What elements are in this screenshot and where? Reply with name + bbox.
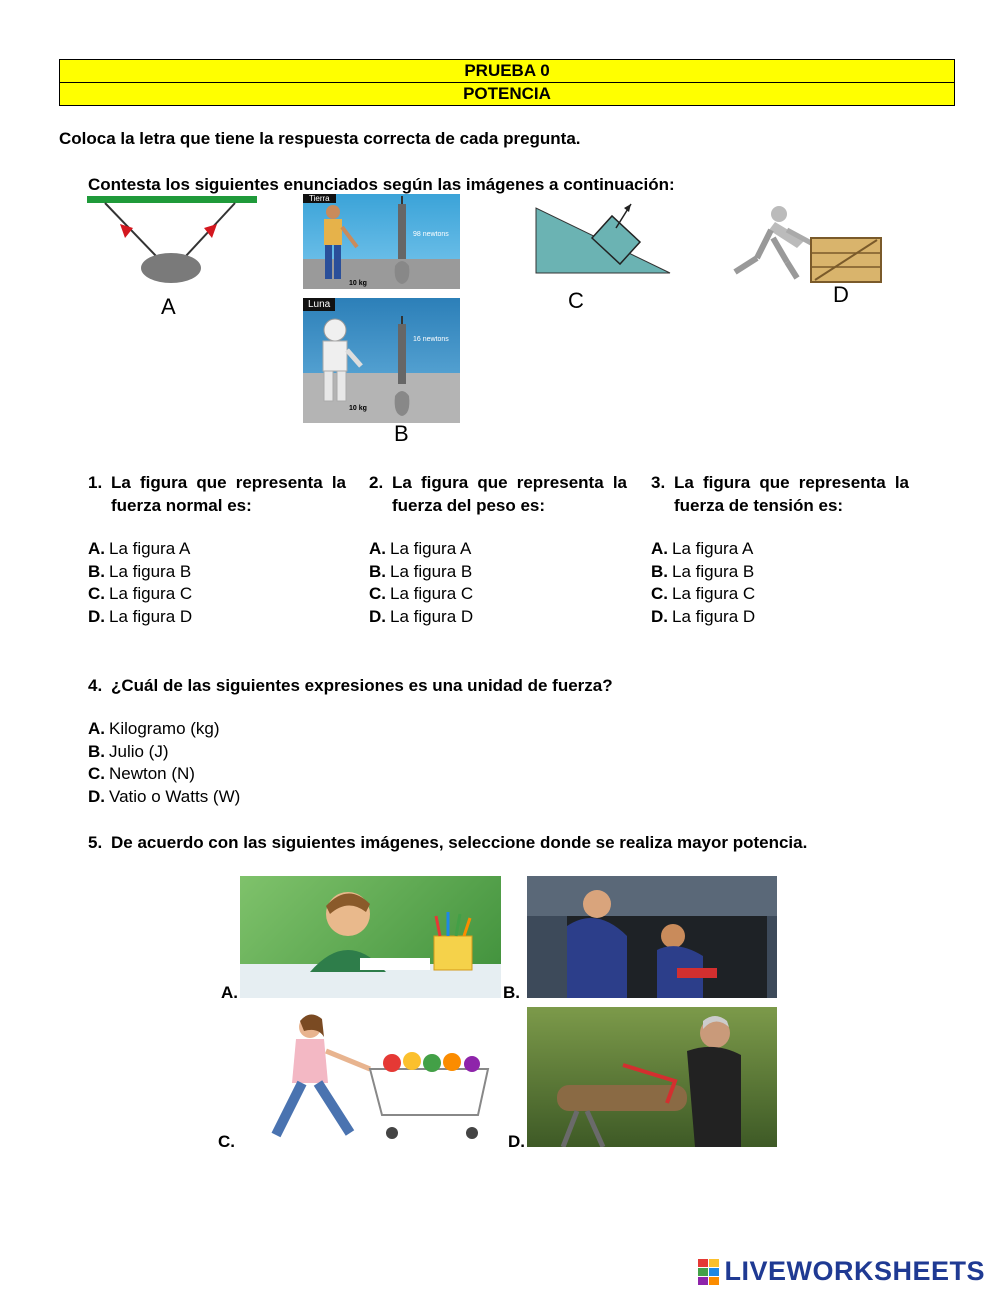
option[interactable]: C. La figura C	[369, 584, 474, 603]
figure-d-label: D	[833, 282, 849, 307]
figure-c-label: C	[568, 288, 584, 313]
figure-b-label: B	[394, 421, 409, 446]
girl-cart-icon	[242, 1007, 501, 1147]
question-4	[88, 674, 948, 697]
photo-man-sawing[interactable]	[527, 1007, 777, 1147]
moon-reading: 16 newtons	[413, 336, 449, 343]
question-1-options	[88, 538, 192, 628]
mechanics-icon	[527, 876, 777, 998]
moon-mass: 10 kg	[349, 405, 367, 412]
question-2	[369, 471, 627, 517]
question-2-options	[369, 538, 473, 628]
option[interactable]: D. Vatio o Watts (W)	[88, 786, 241, 806]
earth-tag: Tierra	[303, 194, 336, 203]
question-3-options	[651, 538, 755, 628]
page-title: PRUEBA 0	[464, 61, 550, 80]
question-5	[88, 831, 968, 854]
question-4-number: 4.	[88, 676, 103, 695]
option[interactable]: A. Kilogramo (kg)	[88, 719, 220, 738]
photo-girl-cart[interactable]	[242, 1007, 501, 1147]
figure-c-incline	[530, 198, 680, 313]
option[interactable]: B. Julio (J)	[88, 741, 169, 761]
earth-mass: 10 kg	[349, 280, 367, 287]
question-1-text: La figura que representa la fuerza normal es:	[111, 473, 346, 515]
figure-d-push	[727, 200, 887, 310]
title-box	[59, 59, 955, 83]
photo-mechanics[interactable]	[527, 876, 777, 998]
man-sawing-icon	[527, 1007, 777, 1147]
astronaut-icon	[311, 316, 366, 406]
question-3-text: La figura que representa la fuerza de tensión es:	[674, 473, 909, 515]
photo-boy-writing[interactable]	[240, 876, 501, 998]
option[interactable]: D. La figura D	[651, 606, 756, 626]
figure-a-tension	[85, 194, 265, 319]
option[interactable]: A. La figura A	[88, 539, 191, 558]
question-5-number: 5.	[88, 833, 103, 852]
option[interactable]: C. La figura C	[651, 584, 756, 603]
question-3	[651, 471, 909, 517]
main-instruction: Coloca la letra que tiene la respuesta correcta de cada pregunta.	[59, 129, 581, 148]
question-1-number: 1.	[88, 473, 103, 492]
option[interactable]: A. La figura A	[651, 539, 754, 558]
option[interactable]: A. La figura A	[369, 539, 472, 558]
option[interactable]: B. La figura B	[88, 561, 192, 581]
question-2-number: 2.	[369, 473, 384, 492]
photo-label-b: B.	[503, 983, 520, 1002]
person-icon	[311, 202, 361, 287]
question-4-options	[88, 718, 240, 808]
question-4-text: ¿Cuál de las siguientes expresiones es una unidad de fuerza?	[111, 676, 613, 695]
spring-scale-icon	[391, 316, 413, 421]
boy-writing-icon	[240, 876, 501, 998]
earth-reading: 98 newtons	[413, 231, 449, 238]
option[interactable]: D. La figura D	[88, 606, 193, 626]
page-subtitle: POTENCIA	[463, 84, 551, 103]
photo-label-a: A.	[221, 983, 238, 1002]
liveworksheets-logo	[698, 1256, 985, 1287]
option[interactable]: C. La figura C	[88, 584, 193, 603]
photo-label-c: C.	[218, 1132, 235, 1151]
option[interactable]: B. La figura B	[369, 561, 473, 581]
moon-tag: Luna	[303, 298, 335, 311]
blocks-icon	[698, 1258, 720, 1286]
brand-text: LIVEWORKSHEETS	[724, 1256, 985, 1286]
question-5-text: De acuerdo con las siguientes imágenes, seleccione donde se realiza mayor potencia.	[111, 833, 808, 852]
figure-b-moon-panel	[303, 298, 460, 423]
question-2-text: La figura que representa la fuerza del peso es:	[392, 473, 627, 515]
figure-a-label: A	[161, 294, 176, 319]
option[interactable]: B. La figura B	[651, 561, 755, 581]
sub-instruction: Contesta los siguientes enunciados según las imágenes a continuación:	[88, 175, 675, 194]
figure-b-earth-panel	[303, 194, 460, 289]
spring-scale-icon	[391, 196, 413, 288]
question-3-number: 3.	[651, 473, 666, 492]
subtitle-box	[59, 82, 955, 106]
option[interactable]: D. La figura D	[369, 606, 474, 626]
photo-label-d: D.	[508, 1132, 525, 1151]
question-1	[88, 471, 346, 517]
option[interactable]: C. Newton (N)	[88, 764, 195, 783]
